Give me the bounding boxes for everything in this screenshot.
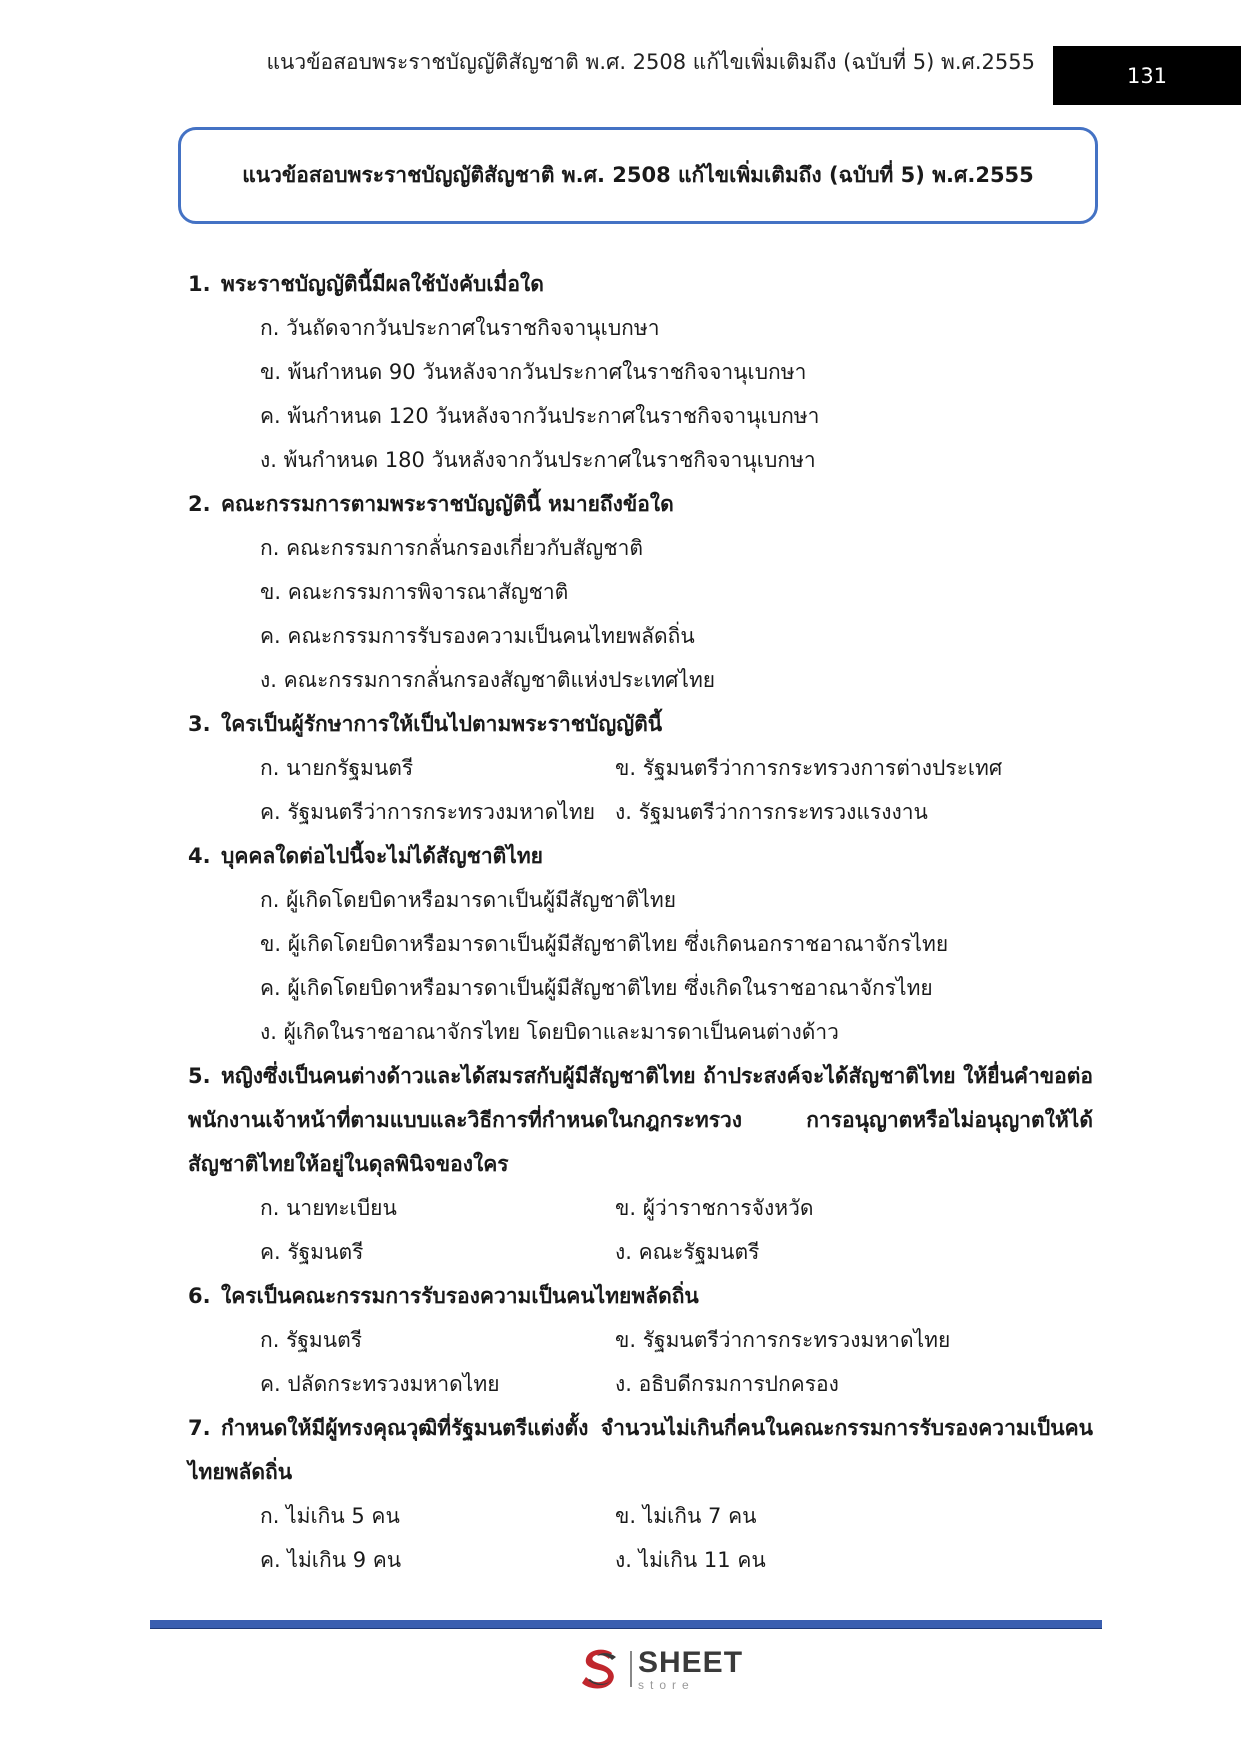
logo-subtext: store bbox=[638, 1677, 695, 1692]
question-text: กำหนดให้มีผู้ทรงคุณวุฒิที่รัฐมนตรีแต่งตั้ง จำนวนไม่เกินกี่คนในคณะกรรมการรับรองความเป็นคนไทยพลัดถิ่น bbox=[188, 1416, 1093, 1484]
footer-divider bbox=[150, 1620, 1102, 1629]
question-text: พระราชบัญญัตินี้มีผลใช้บังคับเมื่อใด bbox=[221, 272, 544, 296]
option: ข. รัฐมนตรีว่าการกระทรวงการต่างประเทศ bbox=[615, 756, 1003, 780]
option: ก. ผู้เกิดโดยบิดาหรือมารดาเป็นผู้มีสัญชาติไทย bbox=[260, 888, 677, 912]
option: ข. ผู้ว่าราชการจังหวัด bbox=[615, 1196, 814, 1220]
question-number: 4. bbox=[188, 844, 211, 868]
option: ข. คณะกรรมการพิจารณาสัญชาติ bbox=[260, 580, 569, 604]
question-number: 3. bbox=[188, 712, 211, 736]
option: ค. รัฐมนตรีว่าการกระทรวงมหาดไทย bbox=[260, 800, 596, 824]
question-text: ใครเป็นผู้รักษาการให้เป็นไปตามพระราชบัญญัตินี้ bbox=[221, 712, 663, 736]
option: ข. ผู้เกิดโดยบิดาหรือมารดาเป็นผู้มีสัญชาติไทย ซึ่งเกิดนอกราชอาณาจักรไทย bbox=[260, 932, 949, 956]
option: ค. รัฐมนตรี bbox=[260, 1240, 364, 1264]
option: ข. พ้นกำหนด 90 วันหลังจากวันประกาศในราชกิจจานุเบกษา bbox=[260, 360, 807, 384]
question-number: 5. bbox=[188, 1064, 211, 1088]
option: ง. รัฐมนตรีว่าการกระทรวงแรงงาน bbox=[615, 800, 928, 824]
sheet-logo-icon bbox=[576, 1644, 626, 1694]
title-box bbox=[178, 127, 1098, 224]
option: ก. คณะกรรมการกลั่นกรองเกี่ยวกับสัญชาติ bbox=[260, 536, 644, 560]
option-grid bbox=[188, 1318, 1093, 1406]
option: ง. อธิบดีกรมการปกครอง bbox=[615, 1372, 839, 1396]
running-header-title: แนวข้อสอบพระราชบัญญัติสัญชาติ พ.ศ. 2508 แก้ไขเพิ่มเติมถึง (ฉบับที่ 5) พ.ศ.2555 bbox=[266, 50, 1035, 74]
option-grid bbox=[188, 746, 1093, 834]
option: ค. ผู้เกิดโดยบิดาหรือมารดาเป็นผู้มีสัญชาติไทย ซึ่งเกิดในราชอาณาจักรไทย bbox=[260, 976, 933, 1000]
option: ก. วันถัดจากวันประกาศในราชกิจจานุเบกษา bbox=[260, 316, 660, 340]
question-number: 2. bbox=[188, 492, 211, 516]
option: ข. ไม่เกิน 7 คน bbox=[615, 1504, 757, 1528]
question-list bbox=[188, 262, 1093, 1582]
question-6 bbox=[188, 1274, 1093, 1318]
page-number: 131 bbox=[1053, 46, 1241, 105]
question-number: 7. bbox=[188, 1416, 211, 1440]
logo-text: SHEET bbox=[638, 1645, 744, 1679]
question-text: หญิงซึ่งเป็นคนต่างด้าวและได้สมรสกับผู้มีสัญชาติไทย ถ้าประสงค์จะได้สัญชาติไทย ให้ยื่นคำขอต่อพนักงานเจ้าหน้าที่ตามแบบและวิธีการที่กำหนดในกฎกระทรวง การอนุญาตหรือไม่อนุญาตให้ได้สัญชาติไทยให้อยู่ในดุลพินิจของใคร bbox=[188, 1064, 1093, 1176]
option: ค. คณะกรรมการรับรองความเป็นคนไทยพลัดถิ่น bbox=[260, 624, 695, 648]
option: ง. ไม่เกิน 11 คน bbox=[615, 1548, 766, 1572]
option: ง. ผู้เกิดในราชอาณาจักรไทย โดยบิดาและมารดาเป็นคนต่างด้าว bbox=[260, 1020, 839, 1044]
option: ค. พ้นกำหนด 120 วันหลังจากวันประกาศในราชกิจจานุเบกษา bbox=[260, 404, 820, 428]
logo-wordmark bbox=[638, 1645, 744, 1692]
option-grid bbox=[188, 1494, 1093, 1582]
option: ก. นายทะเบียน bbox=[260, 1196, 397, 1220]
option: ง. พ้นกำหนด 180 วันหลังจากวันประกาศในราชกิจจานุเบกษา bbox=[260, 448, 816, 472]
question-text: ใครเป็นคณะกรรมการรับรองความเป็นคนไทยพลัดถิ่น bbox=[221, 1284, 699, 1308]
question-text: คณะกรรมการตามพระราชบัญญัตินี้ หมายถึงข้อใด bbox=[221, 492, 674, 516]
page-title: แนวข้อสอบพระราชบัญญัติสัญชาติ พ.ศ. 2508 แก้ไขเพิ่มเติมถึง (ฉบับที่ 5) พ.ศ.2555 bbox=[242, 163, 1034, 187]
question-1 bbox=[188, 262, 1093, 306]
option-grid bbox=[188, 1186, 1093, 1274]
option: ง. คณะรัฐมนตรี bbox=[615, 1240, 760, 1264]
option: ก. นายกรัฐมนตรี bbox=[260, 756, 414, 780]
question-number: 6. bbox=[188, 1284, 211, 1308]
sheet-store-logo bbox=[576, 1645, 743, 1693]
question-number: 1. bbox=[188, 272, 211, 296]
option: ค. ไม่เกิน 9 คน bbox=[260, 1548, 402, 1572]
logo-divider bbox=[630, 1651, 632, 1687]
option: ก. รัฐมนตรี bbox=[260, 1328, 363, 1352]
question-7 bbox=[188, 1406, 1093, 1494]
question-4 bbox=[188, 834, 1093, 878]
option: ข. รัฐมนตรีว่าการกระทรวงมหาดไทย bbox=[615, 1328, 951, 1352]
question-2 bbox=[188, 482, 1093, 526]
question-3 bbox=[188, 702, 1093, 746]
option: ก. ไม่เกิน 5 คน bbox=[260, 1504, 400, 1528]
question-5 bbox=[188, 1054, 1093, 1186]
option: ค. ปลัดกระทรวงมหาดไทย bbox=[260, 1372, 500, 1396]
question-text: บุคคลใดต่อไปนี้จะไม่ได้สัญชาติไทย bbox=[221, 844, 543, 868]
option: ง. คณะกรรมการกลั่นกรองสัญชาติแห่งประเทศไทย bbox=[260, 668, 716, 692]
